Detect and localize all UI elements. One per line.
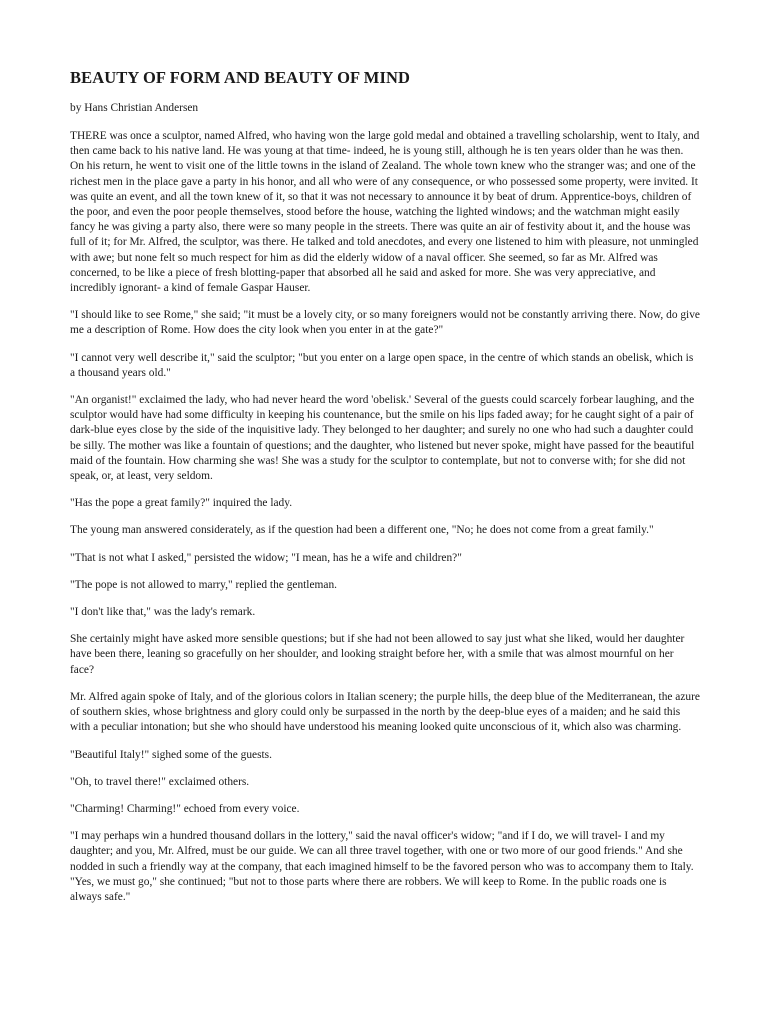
document-body: [70, 129, 700, 905]
paragraph: "That is not what I asked," persisted the widow; "I mean, has he a wife and children?": [70, 551, 462, 564]
document-page: [70, 68, 700, 917]
paragraph: The young man answered considerately, as if the question had been a different one, "No; he does not come from a great family.": [70, 524, 654, 537]
paragraph: THERE was once a sculptor, named Alfred, who having won the large gold medal and obtained a travelling scholarship, went to Italy, and then came back to his native land. He was young at that time- indeed, he is young still, although he is ten years older than he was then. On his return, he went to visit one of the little towns in the island of Zealand. The whole town knew who the stranger was; and one of the richest men in the place gave a party in his honor, and all who were of any consequence, or who possessed some property, were invited. It was quite an event, and all the town knew of it, so that it was not necessary to announce it by beat of drum. Apprentice-boys, children of the poor, and even the poor people themselves, stood before the house, watching the lighted windows; and the watchman might easily fancy he was giving a party also, there were so many people in the streets. There was quite an air of festivity about it, and the house was full of it; for Mr. Alfred, the sculptor, was there. He talked and told anecdotes, and every one listened to him with pleasure, not unmingled with awe; but none felt so much respect for him as did the elderly widow of a naval officer. She seemed, so far as Mr. Alfred was concerned, to be like a piece of fresh blotting-paper that absorbed all he said and asked for more. She was very appreciative, and incredibly ignorant- a kind of female Gaspar Hauser.: [70, 130, 700, 295]
author-byline: by Hans Christian Andersen: [70, 102, 199, 114]
paragraph: She certainly might have asked more sensible questions; but if she had not been allowed to say just what she liked, would her daughter have been there, leaning so gracefully on her shoulder, and looking straight before her, with a smile that was almost mournful on her face?: [70, 633, 685, 676]
paragraph: "I should like to see Rome," she said; "it must be a lovely city, or so many foreigners would not be constantly arriving there. Now, do give me a description of Rome. How does the city look when you enter in at the gate?": [70, 309, 700, 337]
document-title: BEAUTY OF FORM AND BEAUTY OF MIND: [70, 68, 411, 87]
paragraph: "I may perhaps win a hundred thousand dollars in the lottery," said the naval officer's widow; "and if I do, we will travel- I and my daughter; and you, Mr. Alfred, must be our guide. We can all three travel together, with one or two more of our good friends." And she nodded in such a friendly way at the company, that each imagined himself to be the favored person who was to accompany them to Italy. "Yes, we must go," she continued; "but not to those parts where there are robbers. We will keep to Rome. In the public roads one is always safe.": [70, 830, 694, 903]
paragraph: "Charming! Charming!" echoed from every voice.: [70, 802, 300, 815]
paragraph: "Oh, to travel there!" exclaimed others.: [70, 775, 250, 788]
paragraph: "Beautiful Italy!" sighed some of the guests.: [70, 748, 272, 761]
paragraph: "I cannot very well describe it," said the sculptor; "but you enter on a large open space, in the centre of which stands an obelisk, which is a thousand years old.": [70, 351, 694, 379]
paragraph: "Has the pope a great family?" inquired the lady.: [70, 497, 293, 510]
paragraph: "I don't like that," was the lady's remark.: [70, 606, 256, 619]
paragraph: "The pope is not allowed to marry," replied the gentleman.: [70, 578, 337, 591]
paragraph: "An organist!" exclaimed the lady, who had never heard the word 'obelisk.' Several of the guests could scarcely forbear laughing, and the sculptor would have had some difficulty in keeping his countenance, but the smile on his lips faded away; for he caught sight of a pair of dark-blue eyes close by the side of the inquisitive lady. They belonged to her daughter; and surely no one who had such a daughter could be silly. The mother was like a fountain of questions; and the daughter, who listened but never spoke, might have passed for the beautiful maid of the fountain. How charming she was! She was a study for the sculptor to contemplate, but not to converse with; for she did not speak, or, at least, very seldom.: [70, 394, 695, 483]
paragraph: Mr. Alfred again spoke of Italy, and of the glorious colors in Italian scenery; the purple hills, the deep blue of the Mediterranean, the azure of southern skies, whose brightness and glory could only be surpassed in the north by the deep-blue eyes of a maiden; and he said this with a peculiar intonation; but she who should have understood his meaning looked quite unconscious of it, which also was charming.: [70, 690, 700, 734]
